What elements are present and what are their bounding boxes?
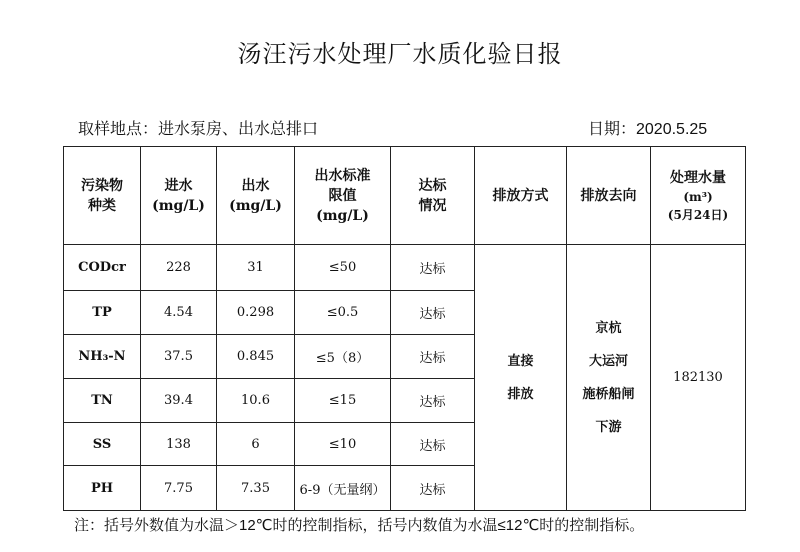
limit-value: ≤50 — [295, 245, 391, 291]
status-value: 达标 — [391, 379, 475, 423]
status-value: 达标 — [391, 423, 475, 466]
outflow-value: 7.35 — [217, 466, 295, 511]
limit-value: ≤0.5 — [295, 291, 391, 335]
inflow-value: 228 — [141, 245, 217, 291]
pollutant-name: CODcr — [64, 245, 141, 291]
pollutant-name: SS — [64, 423, 141, 466]
outflow-value: 6 — [217, 423, 295, 466]
report-date: 日期：2020.5.25 — [588, 121, 708, 138]
pollutant-name: PH — [64, 466, 141, 511]
header-inflow: 进水 (mg/L) — [141, 147, 217, 245]
status-value: 达标 — [391, 335, 475, 379]
inflow-value: 138 — [141, 423, 217, 466]
limit-value: ≤10 — [295, 423, 391, 466]
inflow-value: 4.54 — [141, 291, 217, 335]
header-limit: 出水标准 限值 (mg/L) — [295, 147, 391, 245]
sampling-location: 取样地点：进水泵房、出水总排口 — [78, 121, 319, 138]
header-outflow: 出水 (mg/L) — [217, 147, 295, 245]
pollutant-name: NH₃-N — [64, 335, 141, 379]
limit-value: ≤15 — [295, 379, 391, 423]
footnote: 注：括号外数值为水温＞12℃时的控制指标，括号内数值为水温≤12℃时的控制指标。 — [74, 517, 645, 534]
outflow-value: 31 — [217, 245, 295, 291]
status-value: 达标 — [391, 466, 475, 511]
water-quality-table — [63, 146, 746, 511]
discharge-method-cell: 直接 排放 — [475, 245, 567, 511]
inflow-value: 39.4 — [141, 379, 217, 423]
pollutant-name: TP — [64, 291, 141, 335]
header-status: 达标 情况 — [391, 147, 475, 245]
outflow-value: 10.6 — [217, 379, 295, 423]
header-volume: 处理水量 (m³) (5月24日) — [651, 147, 746, 245]
header-discharge-to: 排放去向 — [567, 147, 651, 245]
discharge-to-cell: 京杭 大运河 施桥船闸 下游 — [567, 245, 651, 511]
treated-volume: 182130 — [651, 245, 746, 511]
limit-value: ≤5（8） — [295, 335, 391, 379]
header-pollutant: 污染物 种类 — [64, 147, 141, 245]
header-row — [64, 147, 746, 245]
header-discharge-method: 排放方式 — [475, 147, 567, 245]
inflow-value: 7.75 — [141, 466, 217, 511]
inflow-value: 37.5 — [141, 335, 217, 379]
status-value: 达标 — [391, 245, 475, 291]
table-row — [64, 245, 746, 291]
outflow-value: 0.845 — [217, 335, 295, 379]
report-title: 汤汪污水处理厂水质化验日报 — [237, 41, 563, 68]
status-value: 达标 — [391, 291, 475, 335]
pollutant-name: TN — [64, 379, 141, 423]
limit-value: 6-9（无量纲） — [295, 466, 391, 511]
outflow-value: 0.298 — [217, 291, 295, 335]
